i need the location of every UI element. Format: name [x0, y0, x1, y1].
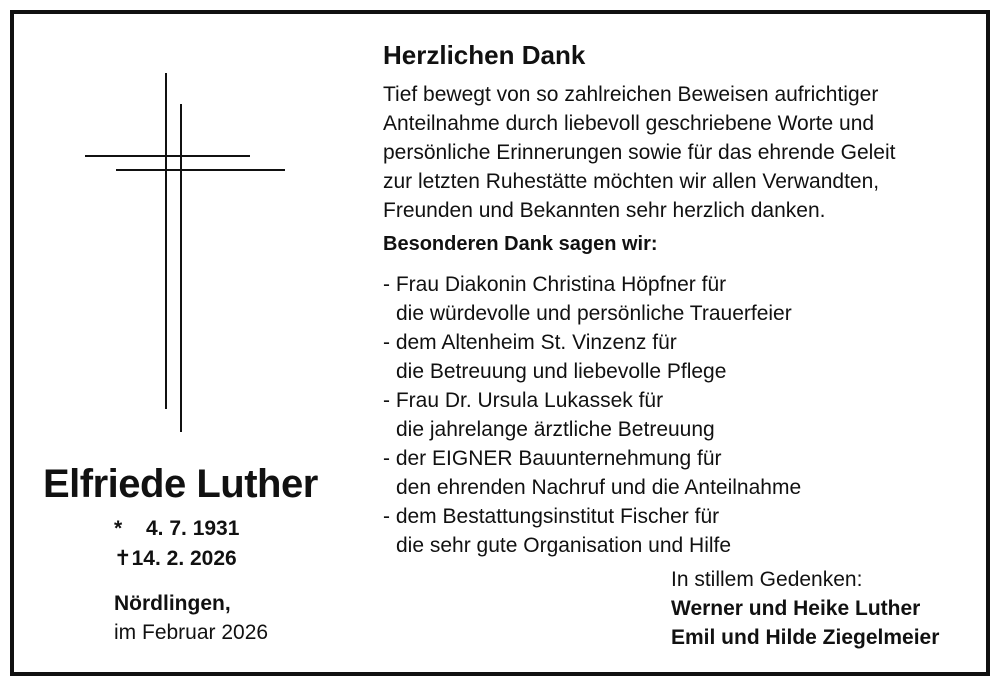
paragraph-line: Freunden und Bekannten sehr herzlich danken.	[383, 199, 826, 222]
place-and-date	[114, 592, 268, 650]
paragraph-line: persönliche Erinnerungen sowie für das ehrende Geleit	[383, 141, 896, 164]
list-item-detail: die jahrelange ärztliche Betreuung	[396, 418, 715, 441]
place-date: im Februar 2026	[114, 621, 269, 644]
birth-symbol: *	[114, 517, 123, 540]
deceased-name: Elfriede Luther	[43, 462, 318, 506]
paragraph-line: zur letzten Ruhestätte möchten wir allen Verwandten,	[383, 170, 880, 193]
list-item-line: - dem Altenheim St. Vinzenz für	[383, 331, 677, 354]
life-dates	[114, 517, 239, 575]
list-item-detail: den ehrenden Nachruf und die Anteilnahme	[396, 476, 802, 499]
thanks-paragraph	[383, 80, 943, 225]
special-thanks-heading: Besonderen Dank sagen wir:	[383, 233, 658, 255]
list-item-line: - der EIGNER Bauunternehmung für	[383, 447, 722, 470]
paragraph-line: Anteilnahme durch liebevoll geschriebene Worte und	[383, 112, 875, 135]
paragraph-line: Tief bewegt von so zahlreichen Beweisen aufrichtiger	[383, 83, 879, 106]
signature-name: Werner und Heike Luther	[671, 597, 921, 620]
list-item-line: - Frau Diakonin Christina Höpfner für	[383, 273, 727, 296]
signature-name: Emil und Hilde Ziegelmeier	[671, 626, 940, 649]
list-item-detail: die sehr gute Organisation und Hilfe	[396, 534, 732, 557]
birth-date: 4. 7. 1931	[146, 517, 240, 540]
list-item-detail: die würdevolle und persönliche Trauerfeier	[396, 302, 792, 325]
thanks-list	[383, 270, 801, 560]
list-item-detail: die Betreuung und liebevolle Pflege	[396, 360, 727, 383]
list-item-line: - Frau Dr. Ursula Lukassek für	[383, 389, 664, 412]
signature-intro: In stillem Gedenken:	[671, 568, 863, 591]
death-row	[114, 546, 239, 575]
signature-block	[671, 565, 939, 652]
list-item-line: - dem Bestattungsinstitut Fischer für	[383, 505, 720, 528]
place-city: Nördlingen,	[114, 592, 231, 615]
death-symbol: ✝	[114, 547, 132, 570]
birth-row	[114, 517, 239, 546]
thanks-heading: Herzlichen Dank	[383, 40, 586, 70]
death-date: 14. 2. 2026	[131, 547, 237, 570]
